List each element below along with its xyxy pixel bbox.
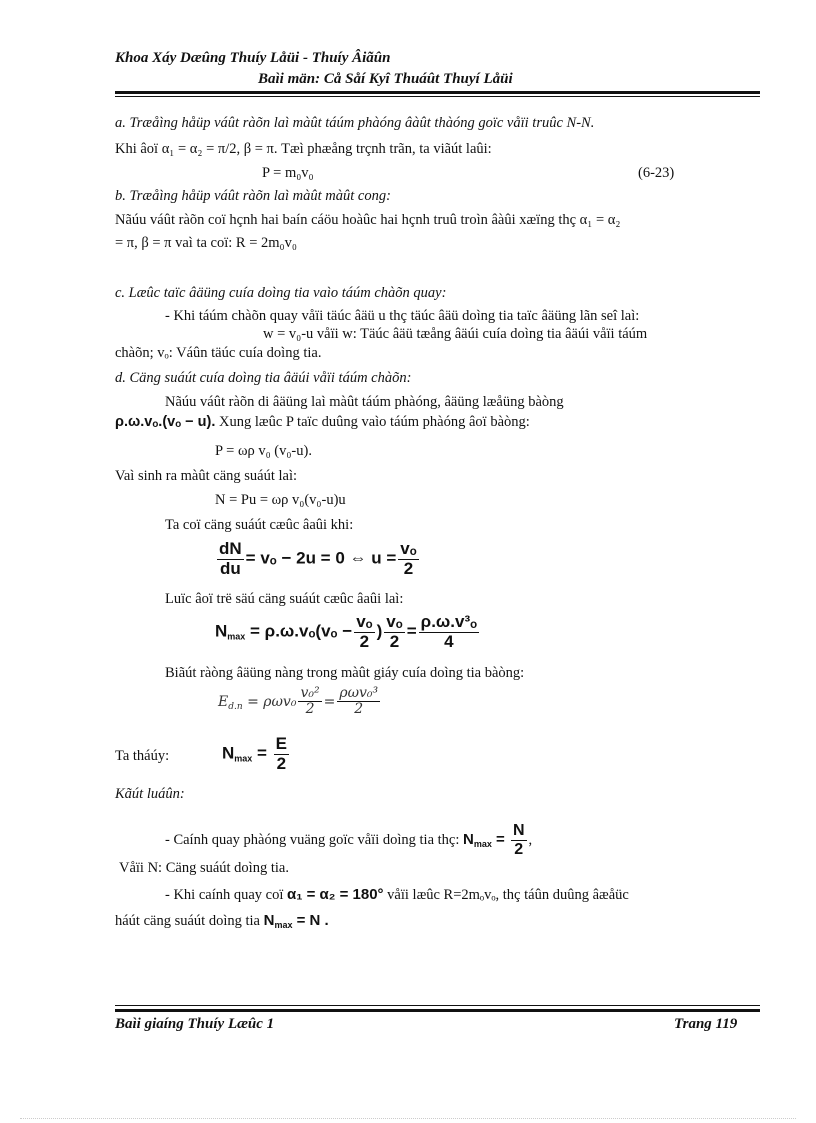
section-a-title: a. Træåìng håüp váût ràõn laì màût táúm phàóng âàût thàóng goïc våïi truûc N-N. [115,115,595,131]
section-d-text-3: Vaì sinh ra màût cäng suáút laì: [115,468,298,484]
header-rule-thick [115,91,760,94]
conclusion-item-4: háút cäng suáút doìng tia $N_{max} = N$ . [115,912,329,930]
nmax-energy-equation: $N_{max}$ = $\frac{E}{2}$ [222,734,288,773]
page-number: Trang 119 [674,1016,738,1032]
kinetic-energy-equation: $E_{d.n} = \rho\omega v_0$ $\frac{\text{v₀²}}{2}$ = $\frac{\text{ρωv₀³}}{2}$ [218,685,379,718]
momentum-expression: ρ.ω.vₒ.(vₒ − u). [115,414,216,430]
power-formula: N = Pu = ωρ v₀(v₀-u)u [215,492,346,508]
section-d-title: d. Cäng suáút cuía doìng tia âäúi våïi táúm chàõn: [115,370,412,386]
conclusion-title: Kãút luáûn: [115,786,185,802]
section-d-text-4: Ta coï cäng suáút cæûc âaûi khi: [165,517,354,533]
footer-rule-thin [115,1005,760,1006]
section-c-text-2: w = v₀-u våïi w: Täúc âäü tæång âäúi cuía doìng tia âäúi våïi táúm [263,326,648,342]
footer-course-title: Baìi giaíng Thuíy Læûc 1 [115,1016,275,1032]
header-course: Baìi män: Cå Såí Kyî Thuáût Thuyí Låüi [258,71,513,87]
derivative-equation: $\frac{dN}{du}$ = vₒ − 2u = 0 ⇔ u = $\frac{\text{vₒ}}{2}$ [219,539,417,578]
conclusion-item-3: - Khi caính quay coï α₁ = α₂ = 180° våïi læûc R=2mₒvₒ, thç táûn duûng âæåüc [165,886,629,903]
equation-number: (6-23) [638,165,675,181]
section-b-text-1: Nãúu váût ràõn coï hçnh hai baín cáöu hoàûc hai hçnh truû troìn âàûi xæïng thç α₁ = α₂ [115,212,621,228]
section-d-text-2: Xung læûc P taïc duûng vaìo táúm phàóng âoï bàòng: [219,414,530,430]
section-b-text-2: = π, β = π vaì ta coï: R = 2m₀v₀ [115,235,297,251]
impulse-formula: P = ωρ v₀ (v₀-u). [215,443,312,459]
section-d-text-7: Ta tháúy: [115,748,170,764]
footer-rule-thick [115,1009,760,1012]
header-rule-thin [115,96,760,97]
section-a-text: Khi âoï α₁ = α₂ = π/2, β = π. Tæì phæång trçnh trãn, ta viãút laûi: [115,141,492,157]
nmax-equation: $N_{max} = \rho.\omega.v_o(v_o$ − $\frac{\text{vₒ}}{2}$ ) $\frac{\text{vₒ}}{2}$ = $\frac{\text{ρ.ω.v³ₒ}}{4}$ [215,612,478,651]
conclusion-item-2: Våïi N: Cäng suáút doìng tia. [119,860,289,876]
header-department: Khoa Xáy Dæûng Thuíy Låüi - Thuíy Âiãûn [115,50,391,66]
conclusion-item-1: - Caính quay phàóng vuäng goïc våïi doìng tia thç: $N_{max}$ = $\frac{N}{2}$ , [165,822,533,858]
section-b-title: b. Træåìng håüp váût ràõn laì màût màût cong: [115,188,391,204]
section-d-text-1: Nãúu váût ràõn di âäüng laì màût táúm phàóng, âäüng læåüng bàòng [165,394,564,410]
bottom-dotted-divider [20,1118,796,1119]
section-c-text-1: - Khi táúm chàõn quay våïi täúc âäü u thç täúc âäü doìng tia taïc âäüng lãn seî laì: [165,308,640,324]
section-c-title: c. Læûc taïc âäüng cuía doìng tia vaìo táúm chàõn quay: [115,285,447,301]
section-c-text-3: chàõn; vₒ: Váûn täúc cuía doìng tia. [115,345,322,361]
section-d-text-6: Biãút ràòng âäüng nàng trong màût giáy cuía doìng tia bàòng: [165,665,525,681]
section-d-text-5: Luïc âoï trë säú cäng suáút cæûc âaûi laì: [165,591,404,607]
section-a-formula: P = m₀v₀ [262,165,314,181]
